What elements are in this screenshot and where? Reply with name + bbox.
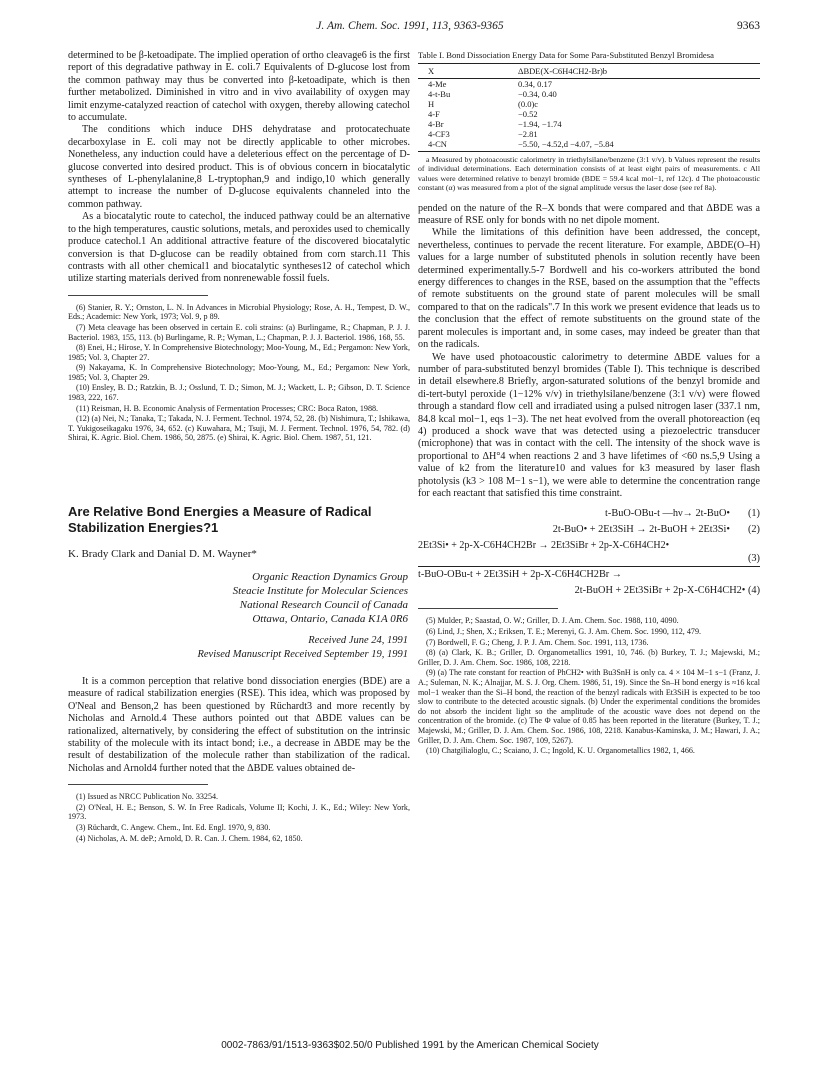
footnotes-bottom — [68, 792, 410, 843]
right-column — [418, 50, 760, 757]
table-row — [418, 99, 760, 109]
bde-table — [418, 63, 760, 152]
footnote: (9) (a) The rate constant for reaction of PhCH2• with Bu3SnH is only ca. 4 × 104 M−1 s−1 (Franz, J. A.; Suleman, N. K.; Alnajjar, M. S. J. Org. Chem. 1986, 51, 19). Since the Sn–H bond energy is ≈16 kcal mol−1 weaker than the Si–H bond, the reaction of the benzyl radicals with Et3SiH is expected to be too slow to contribute to the detected acoustic signals. (b) Under the experimental conditions the bromides do not absorb the incident light so the amplitude of the acoustic wave does not depend on the concentration of the bromide. (c) The Φ value of 0.85 has been reported in the literature (Burkey, T. J.; Majewski, M.; Griller, D. J. Am. Chem. Soc. 1986, 108, 2218. Kanabus-Kaminska, J. M.; Hawari, J. A.; Griller, D. J. Am. Chem. Soc. 1987, 109, 5267). — [418, 668, 760, 745]
table-cell: 0.34, 0.17 — [518, 79, 552, 89]
table-row — [418, 89, 760, 99]
equation — [418, 583, 760, 599]
table-header: X — [418, 64, 518, 79]
footnote: (6) Lind, J.; Shen, X.; Eriksen, T. E.; Merenyi, G. J. Am. Chem. Soc. 1990, 112, 479. — [426, 626, 702, 636]
paragraph: determined to be β-ketoadipate. The implied operation of ortho cleavage6 is the first report of this degradative pathway in E. coli.7 Equivalents of D-glucose lost from the common pathway may thus be converted into β-ketoadipate, which is then further metabolized. Diminished in vitro and in vivo availability of oxygen may limit enzyme-catalyzed reaction of catechol with oxygen, thereby allowing catechol to accumulate. — [68, 50, 410, 124]
table-cell: −5.50, −4.52,d −4.07, −5.84 — [518, 139, 760, 152]
equation — [418, 538, 760, 566]
table-cell: −0.52 — [518, 109, 538, 119]
table-cell: 4-F — [428, 109, 440, 119]
table-row — [418, 129, 760, 139]
affiliation-line: Ottawa, Ontario, Canada K1A 0R6 — [252, 613, 408, 626]
authors: K. Brady Clark and Danial D. M. Wayner* — [68, 548, 257, 561]
equation-text: t-BuO-OBu-t + 2Et3SiH + 2p-X-C6H4CH2Br → — [418, 569, 623, 581]
equation-text: 2t-BuOH + 2Et3SiBr + 2p-X-C6H4CH2• (4) — [574, 585, 760, 597]
equation — [418, 566, 760, 583]
footnote: (12) (a) Nei, N.; Tanaka, T.; Takada, N. J. Ferment. Technol. 1974, 52, 28. (b) Nishimura, T.; Ishikawa, T. Yukigoseikagaku 1976, 34, 652. (c) Kuwahara, M.; Tsuji, M. J. Ferment. Technol. 1976, 54, 782. (d) Shirai, K. Agric. Biol. Chem. 1986, 50, 2875. (e) Shirai, K. Agric. Biol. Chem. 1987, 51, 121. — [68, 414, 410, 443]
left-column — [68, 50, 410, 844]
table-row — [418, 79, 760, 90]
footnote: (9) Nakayama, K. In Comprehensive Biotechnology; Moo-Young, M., Ed.; Pergamon: New York, 1985; Vol. 3, Chapter 29. — [68, 363, 410, 382]
revised-date: Revised Manuscript Received September 19, 1991 — [197, 649, 408, 661]
footnote-rule — [418, 608, 558, 609]
equation-number: (1) — [747, 508, 760, 520]
article-title: Are Relative Bond Energies a Measure of Radical Stabilization Energies?1 — [68, 504, 372, 536]
paragraph: As a biocatalytic route to catechol, the induced pathway could be an alternative to the high temperatures, caustic solutions, metals, and peroxides used to chemically produce catechol.1 An additional attractive feature of the discovered biocatalytic conversion is that D-glucose can be readily obtained from corn starch.11 This contrasts with all other chemical1 and biocatalytic syntheses12 of catechol which utilize starting materials derived from nonrenewable fossil fuels. — [68, 211, 410, 285]
equation-text: t-BuO-OBu-t —hν→ 2t-BuO• — [605, 508, 730, 520]
table-cell: −0.34, 0.40 — [518, 89, 557, 99]
footnote: (1) Issued as NRCC Publication No. 33254. — [76, 792, 219, 802]
footnote: (5) Mulder, P.; Saastad, O. W.; Griller, D. J. Am. Chem. Soc. 1988, 110, 4090. — [426, 616, 679, 626]
table-cell: −2.81 — [518, 129, 538, 139]
equation-number: (2) — [747, 524, 760, 536]
footnote-rule — [68, 784, 208, 785]
table-cell: 4-Me — [428, 79, 447, 89]
footnote: (4) Nicholas, A. M. deP.; Arnold, D. R. Can. J. Chem. 1984, 62, 1850. — [76, 833, 303, 843]
received-date: Received June 24, 1991 — [308, 635, 408, 647]
equation-number: (3) — [747, 553, 760, 565]
table-cell: 4-CN — [418, 139, 518, 152]
footnote: (7) Bordwell, F. G.; Cheng, J. P. J. Am. Chem. Soc. 1991, 113, 1736. — [426, 637, 649, 647]
footnote: (7) Meta cleavage has been observed in certain E. coli strains: (a) Burlingame, R.; Chapman, P. J. J. Bacteriol. 1983, 155, 113. (b) Burlingame, R. P.; Wyman, L.; Chapman, P. J. J. Bacteriol. 1986, 168, 55. — [68, 322, 410, 342]
table-cell: 4-Br — [428, 119, 444, 129]
equations — [418, 506, 760, 599]
footnote: (8) (a) Clark, K. B.; Griller, D. Organometallics 1991, 10, 746. (b) Burkey, T. J.; Majewski, M.; Griller, D. J. Am. Chem. Soc. 1986, 108, 2218. — [418, 648, 760, 667]
footnote: (3) Rüchardt, C. Angew. Chem., Int. Ed. Engl. 1970, 9, 830. — [76, 823, 271, 833]
table-row — [418, 119, 760, 129]
affiliation-line: National Research Council of Canada — [239, 599, 408, 612]
table-cell: (0.0)c — [518, 99, 539, 109]
paragraph: While the limitations of this definition have been addressed, the concept, nevertheless, continues to pervade the recent literature. For example, ΔBDE(O–H) values for a large number of substituted phenols in solution recently have been determined experimentally.5-7 Bordwell and his co-workers attributed the bond energy differences to changes in the RSE, based on the assumption that the "effects of remote substituents on the ground state of parent molecules will be small compared to that on the radicals".7 In this work we present evidence that leads us to the conclusion that the effect of remote substituents on the ground state of the parent molecules is important and, in some cases, may indeed be greater than that on the radicals. — [418, 227, 760, 351]
table-header: ΔBDE(X-C6H4CH2-Br)b — [518, 64, 760, 79]
footnote: (6) Stanier, R. Y.; Ornston, L. N. In Advances in Microbial Physiology; Rose, A. H., Tempest, D. W., Eds.; Academic: New York, 1973; Vol. 9, p 89. — [68, 302, 410, 322]
table-cell: 4-CF3 — [428, 129, 450, 139]
footnote-rule — [68, 295, 208, 296]
journal-citation: J. Am. Chem. Soc. 1991, 113, 9363-9365 — [316, 20, 504, 32]
table-row — [418, 109, 760, 119]
page-number: 9363 — [737, 20, 760, 32]
footnote: (11) Reisman, H. B. Economic Analysis of Fermentation Processes; CRC: Boca Raton, 1988. — [76, 403, 379, 413]
affiliation — [68, 570, 410, 626]
footnotes-top — [68, 303, 410, 443]
footnote: (10) Chatgilialoglu, C.; Scaiano, J. C.; Ingold, K. U. Organometallics 1982, 1, 466. — [426, 746, 695, 756]
paragraph: The conditions which induce DHS dehydratase and protocatechuate decarboxylase in E. coli may not be directly applicable to other microbes. Nonetheless, any induction could have a deleterious effect on the percentage of D-glucose converted into desired product. This is of obvious concern in biocatalytic syntheses of L-phenylalanine,8 L-tryptophan,9 and indigo,10 which generally attempt to increase the number of D-glucose equivalents channeled into the common pathway. — [68, 124, 410, 210]
table-row — [418, 139, 760, 152]
paragraph: It is a common perception that relative bond dissociation energies (BDE) are a measure of radical stabilization energies (RSE). This idea, which was proposed by O'Neal and Benson,2 has been questioned by Rüchardt3 and more recently by Nicholas and Arnold.4 These authors pointed out that ΔBDE values can be rationalized, alternatively, by considering the effect of substitution on the intrinsic stability of the molecule with its intact bond; i.e., a decrease in ΔBDE may be the result of destabilization of the molecule rather than stabilization of the radical. Nicholas and Arnold4 further noted that the ΔBDE values obtained de- — [68, 676, 410, 774]
affiliation-line: Steacie Institute for Molecular Sciences — [232, 585, 408, 598]
equation-text: 2t-BuO• + 2Et3SiH → 2t-BuOH + 2Et3Si• — [552, 524, 730, 536]
paragraph: pended on the nature of the R–X bonds that were compared and that ΔBDE was a measure of RSE only for bonds with no net dipole moment. — [418, 202, 760, 227]
paragraph: We have used photoacoustic calorimetry to determine ΔBDE values for a number of para-substituted benzyl bromides (Table I). This technique is described in detail elsewhere.8 Briefly, argon-saturated solutions of the benzyl bromide and di-tert-butyl peroxide (1−12% v/v) in triethylsilane/benzene (3:1 v/v) were flowed through a standard flow cell and irradiated using a pulsed nitrogen laser (337.1 nm, 84.8 kcal mol−1, eqs 1−3). The net heat evolved from the overall photoreaction (eq 4) produced a shock wave that was detected using a piezoelectric transducer (microphone) that was in contact with the cell. The intensity of the shock wave is proportional to ΔH°4 when reactions 2 and 3 have lifetimes of <60 ns.5,9 Using a value of k2 from the literature10 and values for k3 measured by laser flash photolysis (k3 > 108 M−1 s−1), we were able to determine the concentration range for each reactant that satisfied this time constraint. — [418, 351, 760, 499]
table-caption: Table I. Bond Dissociation Energy Data for Some Para-Substituted Benzyl Bromidesa — [418, 50, 714, 60]
table-cell: H — [428, 99, 435, 109]
footnotes-right — [418, 616, 760, 755]
affiliation-line: Organic Reaction Dynamics Group — [252, 571, 408, 584]
table-cell: 4-t-Bu — [428, 89, 451, 99]
running-header — [0, 20, 820, 36]
copyright-footer: 0002-7863/91/1513-9363$02.50/0 Published 1991 by the American Chemical Society — [221, 1040, 599, 1051]
table-cell: −1.94, −1.74 — [518, 119, 562, 129]
footnote: (2) O'Neal, H. E.; Benson, S. W. In Free Radicals, Volume II; Kochi, J. K., Ed.; Wiley: New York, 1973. — [68, 802, 410, 822]
equation-text: 2Et3Si• + 2p-X-C6H4CH2Br → 2Et3SiBr + 2p-X-C6H4CH2• — [418, 540, 670, 552]
table-footnote: a Measured by photoacoustic calorimetry in triethylsilane/benzene (3:1 v/v). b Values represent the results of individual determinations. Each determination consists of at least eight pairs of measurements. c All values were determined relative to benzyl bromide (BDE = 59.4 kcal mol−1, ref 12c). d The photoacoustic constant (α) was measured from a plot of the signal amplitude versus the laser dose (see ref 8a). — [418, 155, 760, 193]
dates — [68, 634, 410, 662]
footnote: (8) Enei, H.; Hirose, Y. In Comprehensive Biotechnology; Moo-Young, M., Ed.; Pergamon: New York, 1985; Vol. 3, Chapter 27. — [68, 343, 410, 362]
footnote: (10) Ensley, B. D.; Ratzkin, B. J.; Osslund, T. D.; Simon, M. J.; Wackett, L. P.; Gibson, D. T. Science 1983, 222, 167. — [68, 383, 410, 403]
equation — [418, 506, 760, 522]
equation — [418, 522, 760, 538]
